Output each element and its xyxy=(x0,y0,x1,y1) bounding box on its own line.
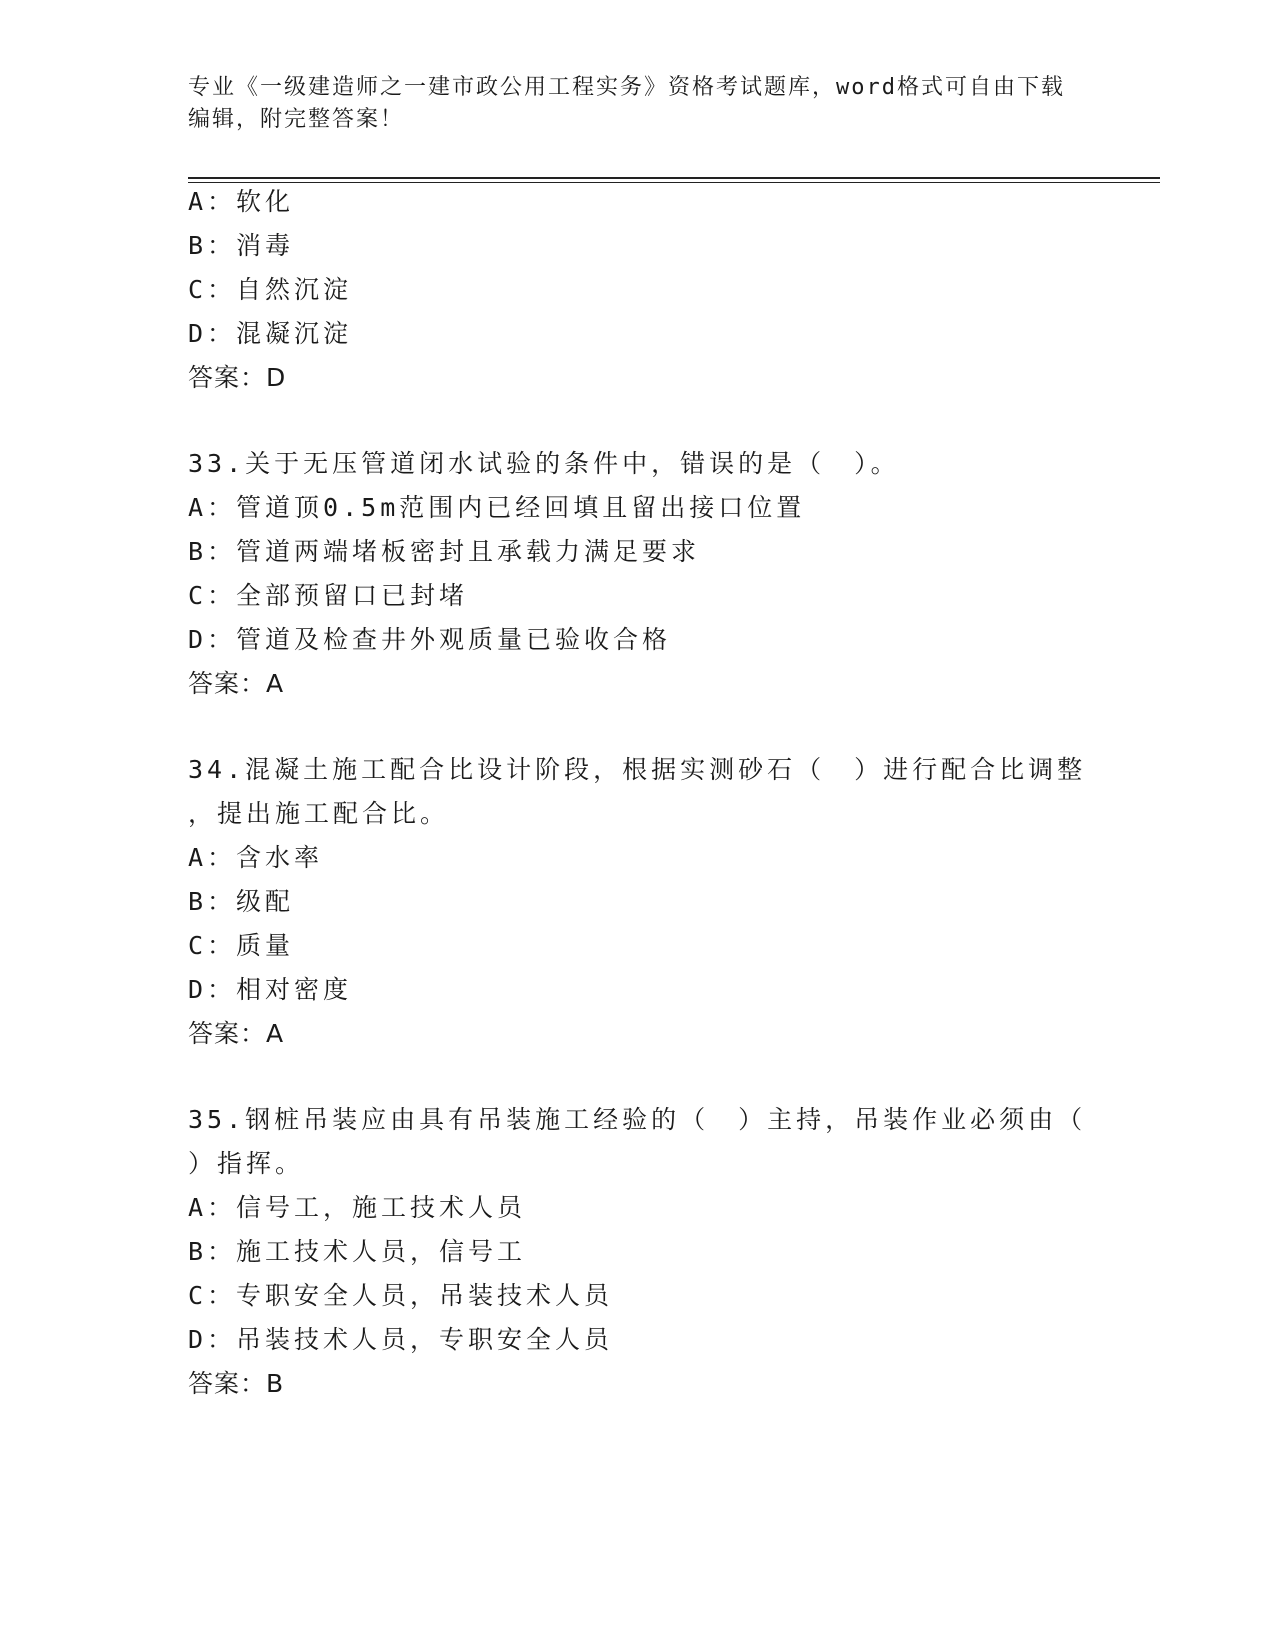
q35-option-a: A：信号工，施工技术人员 xyxy=(188,1193,527,1222)
document-header: 专业《一级建造师之一建市政公用工程实务》资格考试题库，word格式可自由下载编辑，附完整答案！ xyxy=(188,75,1065,132)
q32-answer: 答案：D xyxy=(188,363,287,392)
q33-option-b: B：管道两端堵板密封且承载力满足要求 xyxy=(188,537,701,566)
q34-option-c: C：质量 xyxy=(188,931,295,960)
q33-option-a: A：管道顶0.5m范围内已经回填且留出接口位置 xyxy=(188,493,806,522)
q32-option-b: B：消毒 xyxy=(188,231,295,260)
q35-option-d: D：吊装技术人员，专职安全人员 xyxy=(188,1325,614,1354)
q35-stem-line2: ）指挥。 xyxy=(188,1149,305,1178)
q32-option-a: A：软化 xyxy=(188,187,295,216)
q33-stem: 33.关于无压管道闭水试验的条件中，错误的是（ ）。 xyxy=(188,449,900,478)
q34-option-b: B：级配 xyxy=(188,887,295,916)
header-rule-thin xyxy=(188,182,1160,183)
q32-option-c: C：自然沉淀 xyxy=(188,275,353,304)
q35-answer: 答案：B xyxy=(188,1369,285,1398)
q35-stem-line1: 35.钢桩吊装应由具有吊装施工经验的（ ）主持，吊装作业必须由（ xyxy=(188,1105,1087,1134)
q33-answer: 答案：A xyxy=(188,669,285,698)
q34-option-a: A：含水率 xyxy=(188,843,324,872)
q34-answer: 答案：A xyxy=(188,1019,285,1048)
q35-option-c: C：专职安全人员，吊装技术人员 xyxy=(188,1281,614,1310)
header-rule-thick xyxy=(188,177,1160,179)
q33-option-c: C：全部预留口已封堵 xyxy=(188,581,469,610)
q32-option-d: D：混凝沉淀 xyxy=(188,319,353,348)
q33-option-d: D：管道及检查井外观质量已验收合格 xyxy=(188,625,672,654)
q35-option-b: B：施工技术人员，信号工 xyxy=(188,1237,527,1266)
q34-stem-line2: ，提出施工配合比。 xyxy=(188,799,450,828)
q34-option-d: D：相对密度 xyxy=(188,975,353,1004)
q34-stem-line1: 34.混凝土施工配合比设计阶段，根据实测砂石（ ）进行配合比调整 xyxy=(188,755,1087,784)
